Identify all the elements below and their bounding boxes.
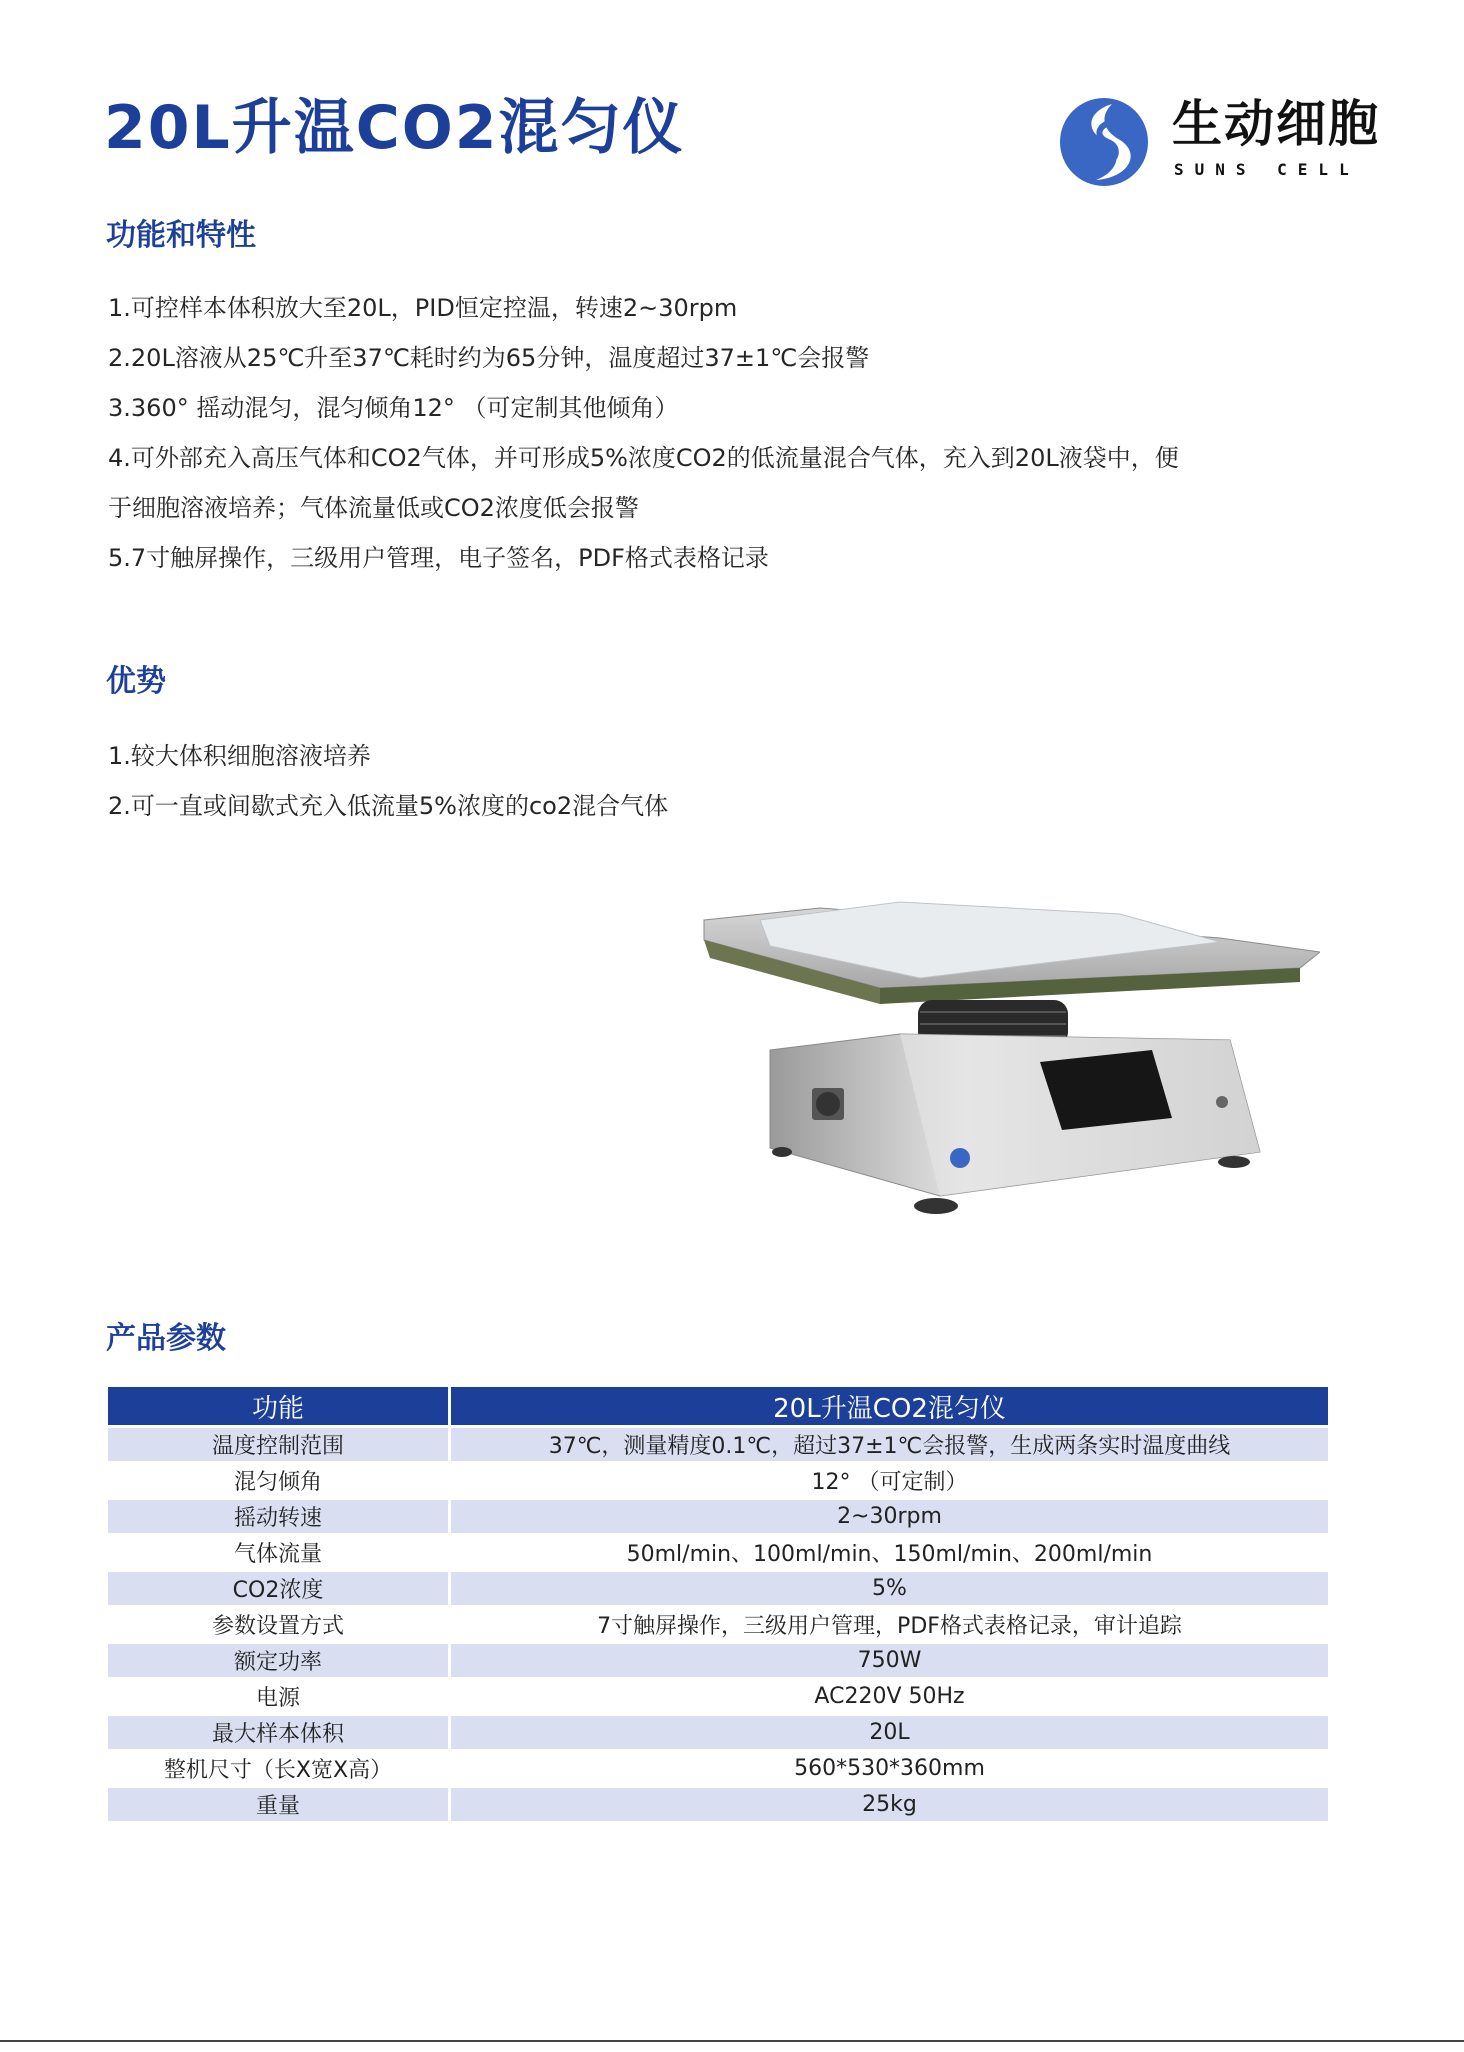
table-row bbox=[108, 1428, 1328, 1461]
feature-line: 4.可外部充入高压气体和CO2气体，并可形成5%浓度CO2的低流量混合气体，充入到20L液袋中，便 bbox=[108, 444, 1179, 472]
feature-line: 3.360° 摇动混匀，混匀倾角12° （可定制其他倾角） bbox=[108, 394, 679, 422]
advantage-line: 1.较大体积细胞溶液培养 bbox=[108, 742, 371, 770]
table-row bbox=[108, 1788, 1328, 1821]
table-cell: 20L bbox=[451, 1716, 1328, 1749]
table-row bbox=[108, 1464, 1328, 1497]
page-title: 20L升温CO2混匀仪 bbox=[104, 93, 685, 163]
table-cell: 12° （可定制） bbox=[451, 1464, 1328, 1497]
table-header-row bbox=[108, 1387, 1328, 1425]
advantage-line: 2.可一直或间歇式充入低流量5%浓度的co2混合气体 bbox=[108, 792, 669, 820]
suns-cell-logo-icon bbox=[1056, 94, 1152, 190]
table-cell: 7寸触屏操作，三级用户管理，PDF格式表格记录，审计追踪 bbox=[451, 1608, 1328, 1641]
table-row bbox=[108, 1536, 1328, 1569]
table-cell: 温度控制范围 bbox=[108, 1428, 451, 1461]
table-cell: 电源 bbox=[108, 1680, 451, 1713]
table-cell: 额定功率 bbox=[108, 1644, 451, 1677]
table-cell: 最大样本体积 bbox=[108, 1716, 451, 1749]
table-cell: 25kg bbox=[451, 1788, 1328, 1821]
features-list bbox=[108, 283, 1179, 583]
table-cell: 50ml/min、100ml/min、150ml/min、200ml/min bbox=[451, 1536, 1328, 1569]
feature-line: 1.可控样本体积放大至20L，PID恒定控温，转速2~30rpm bbox=[108, 294, 738, 322]
table-row bbox=[108, 1752, 1328, 1785]
params-table bbox=[108, 1384, 1328, 1824]
table-cell: 整机尺寸（长X宽X高） bbox=[108, 1752, 451, 1785]
table-cell: 560*530*360mm bbox=[451, 1752, 1328, 1785]
table-row bbox=[108, 1680, 1328, 1713]
features-heading: 功能和特性 bbox=[106, 218, 256, 253]
feature-line: 于细胞溶液培养；气体流量低或CO2浓度低会报警 bbox=[108, 494, 639, 522]
table-cell: 5% bbox=[451, 1572, 1328, 1605]
brand-logo bbox=[1056, 94, 1386, 190]
table-row bbox=[108, 1716, 1328, 1749]
table-cell: 气体流量 bbox=[108, 1536, 451, 1569]
table-header-cell: 20L升温CO2混匀仪 bbox=[451, 1387, 1328, 1425]
params-heading: 产品参数 bbox=[106, 1321, 226, 1356]
logo-name: 生动细胞 bbox=[1172, 95, 1380, 153]
feature-line: 5.7寸触屏操作，三级用户管理，电子签名，PDF格式表格记录 bbox=[108, 544, 769, 572]
bottom-divider bbox=[0, 2040, 1464, 2042]
table-cell: 2~30rpm bbox=[451, 1500, 1328, 1533]
table-header-cell: 功能 bbox=[108, 1387, 451, 1425]
table-cell: 参数设置方式 bbox=[108, 1608, 451, 1641]
table-cell: AC220V 50Hz bbox=[451, 1680, 1328, 1713]
table-cell: 混匀倾角 bbox=[108, 1464, 451, 1497]
product-image bbox=[700, 890, 1320, 1250]
advantages-heading: 优势 bbox=[106, 664, 166, 699]
table-cell: CO2浓度 bbox=[108, 1572, 451, 1605]
advantages-list bbox=[108, 731, 668, 831]
feature-line: 2.20L溶液从25℃升至37℃耗时约为65分钟，温度超过37±1℃会报警 bbox=[108, 344, 870, 372]
table-cell: 摇动转速 bbox=[108, 1500, 451, 1533]
logo-subtitle: SUNS CELL bbox=[1174, 160, 1360, 179]
table-cell: 37℃，测量精度0.1℃，超过37±1℃会报警，生成两条实时温度曲线 bbox=[451, 1428, 1328, 1461]
table-row bbox=[108, 1500, 1328, 1533]
table-cell: 750W bbox=[451, 1644, 1328, 1677]
table-row bbox=[108, 1608, 1328, 1641]
table-row bbox=[108, 1572, 1328, 1605]
table-row bbox=[108, 1644, 1328, 1677]
table-cell: 重量 bbox=[108, 1788, 451, 1821]
